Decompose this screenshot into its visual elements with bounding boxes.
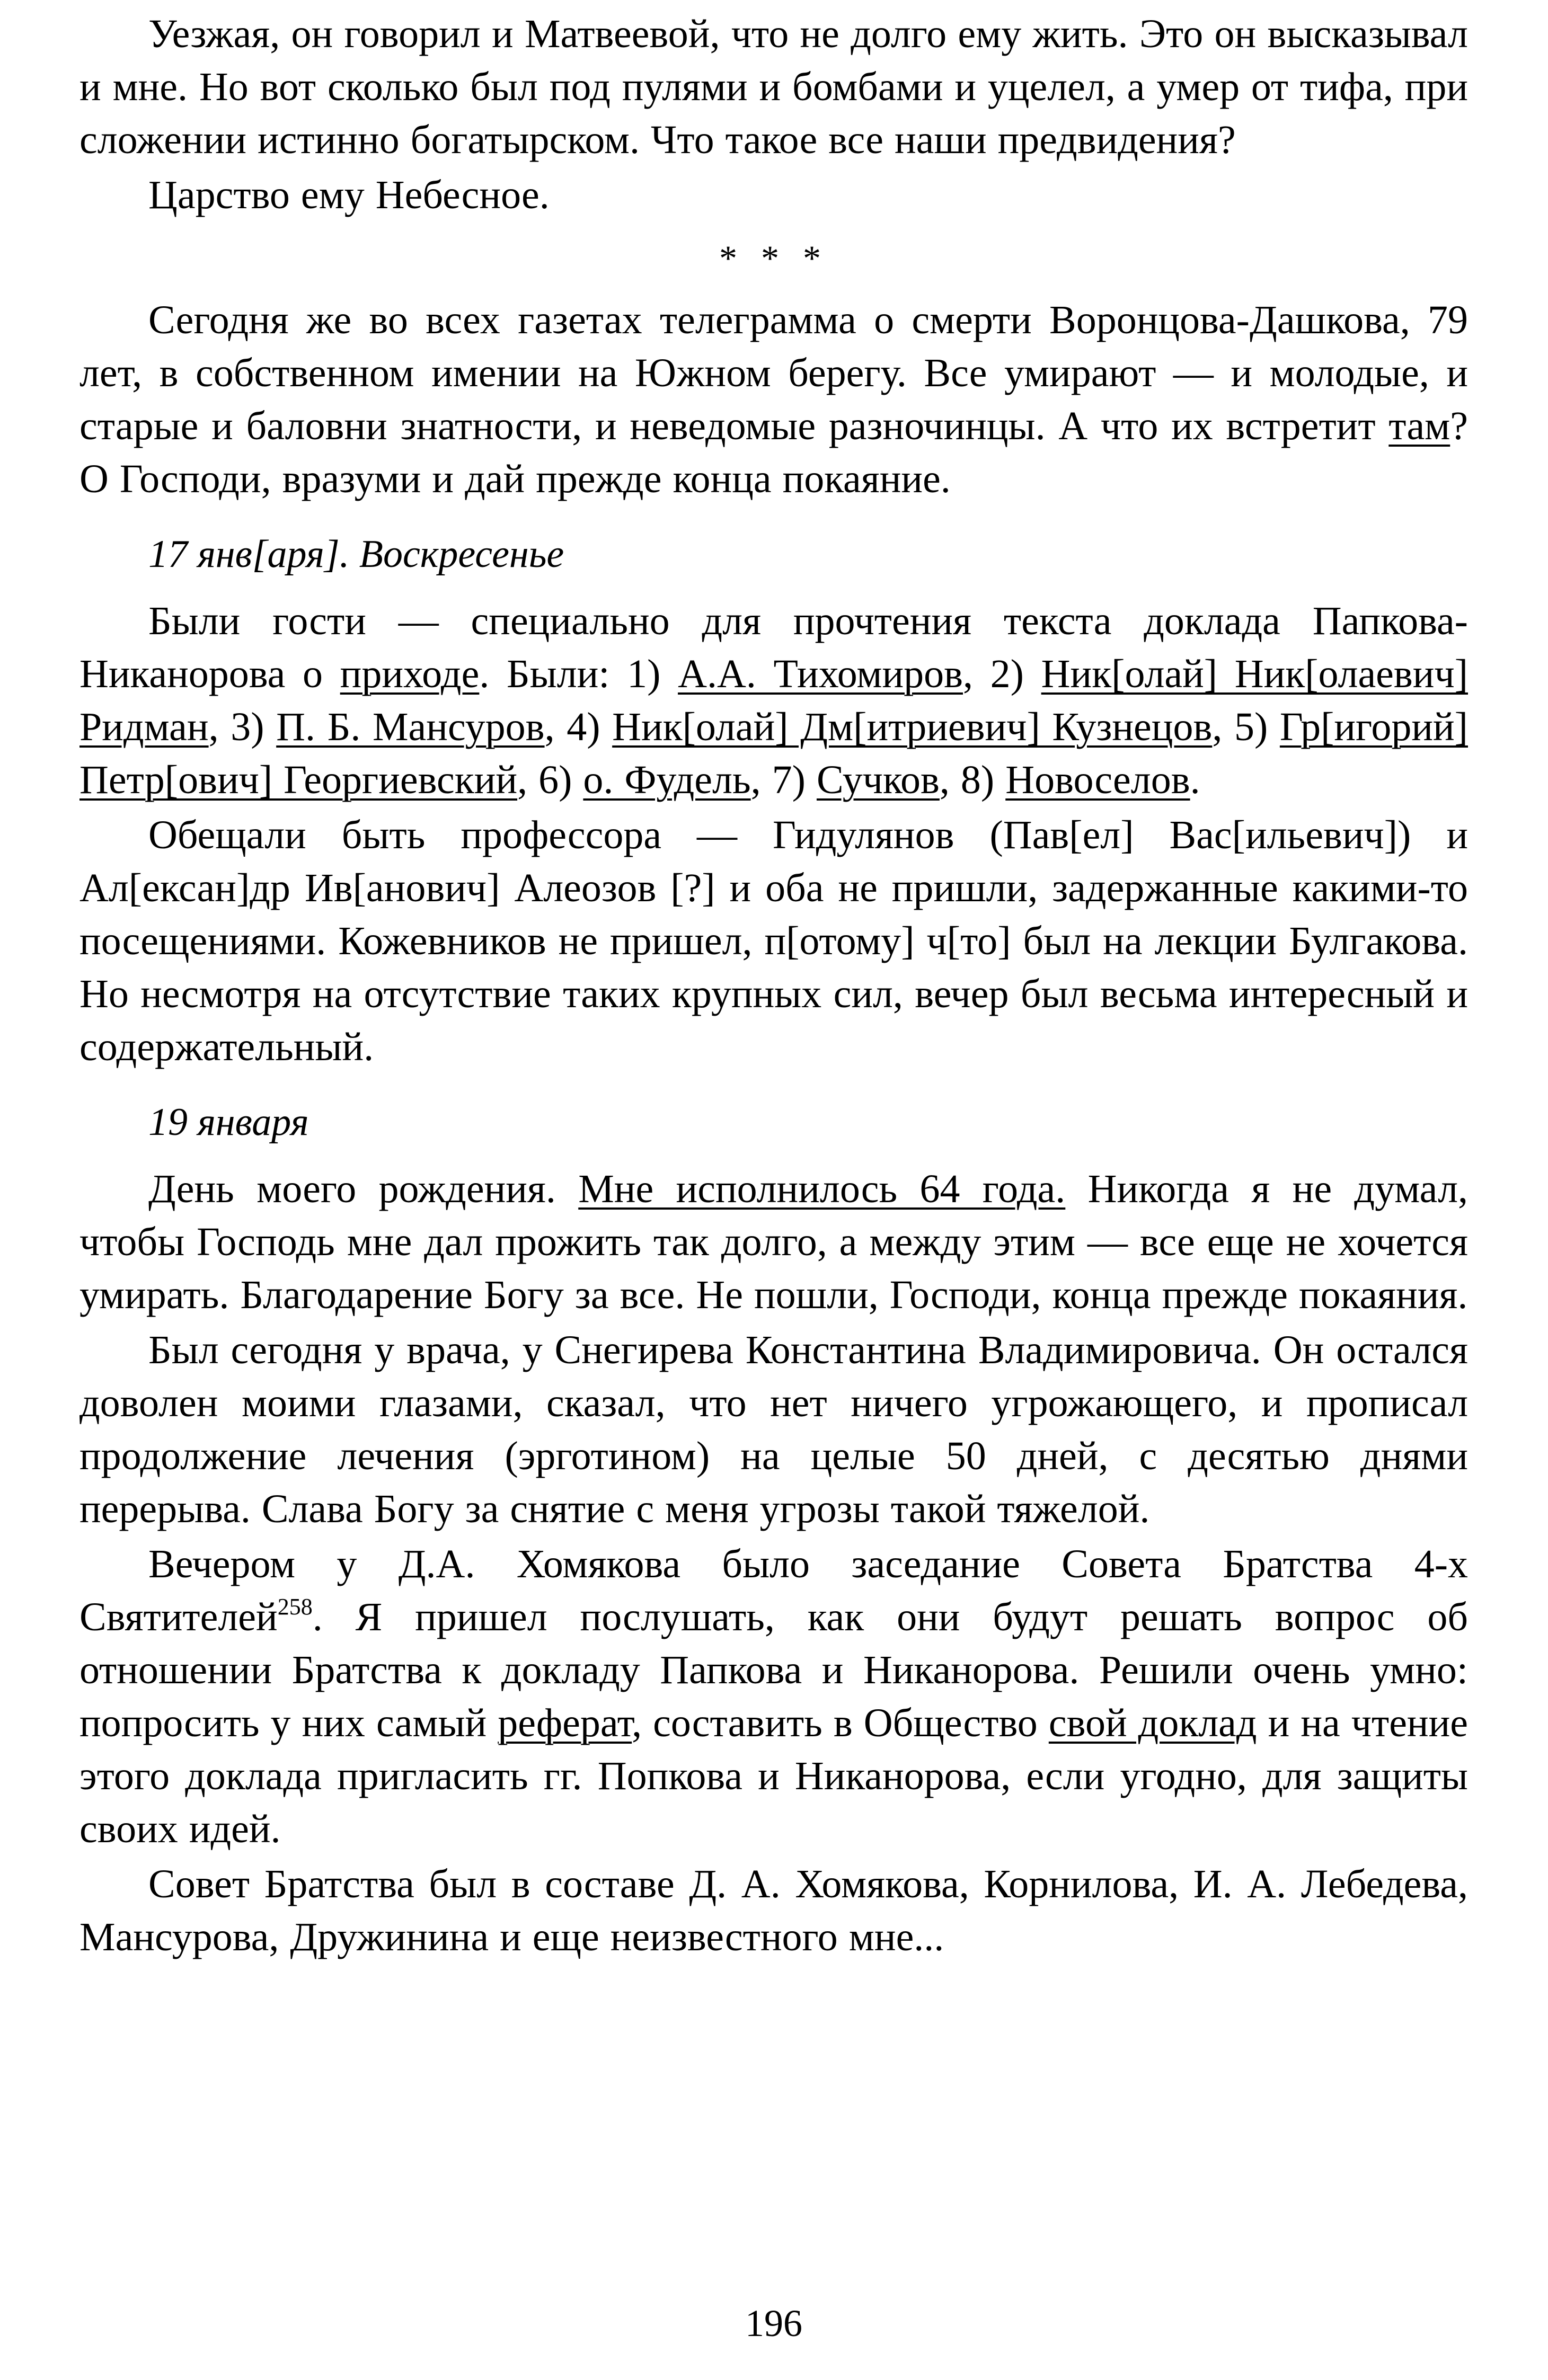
page-number: 196 [745, 2302, 802, 2345]
paragraph-council-members: Совет Братства был в составе Д. А. Хомякова, Корнилова, И. А. Лебедева, Мансурова, Дружинина и еще неизвестного мне... [79, 1862, 1468, 1959]
paragraph-birthday: День моего рождения. Мне исполнилось 64 года. Никогда я не думал, чтобы Господь мне дал прожить так долго, а между этим — все еще не хочется умирать. Благодарение Богу за все. Не пошли, Господи, конца прежде покаяния. [79, 1167, 1468, 1317]
entry-date-jan-19: 19 января [148, 1100, 309, 1144]
paragraph-requiem: Царство ему Небесное. [148, 173, 550, 217]
underlined-there: там [1388, 404, 1450, 448]
section-separator: * * * [719, 238, 828, 278]
paragraph-vorontsov: Сегодня же во всех газетах телеграмма о смерти Воронцова-Дашкова, 79 лет, в собственном имении на Южном берегу. Все умирают — и молодые, и старые и баловни знатности, и неведомые разночинцы. А что их встретит там? О Господи, вразуми и дай прежде конца покаяние. [79, 298, 1468, 501]
paragraph-brotherhood-meeting: Вечером у Д.А. Хомякова было заседание Совета Братства 4-х Святителей$^{258}$. Я пришел послушать, как они будут решать вопрос об отношении Братства к докладу Папкова и Никанорова. Решили очень умно: попросить у них самый реферат, составить в Общество свой доклад и на чтение этого доклада пригласить гг. Попкова и Никанорова, если угодно, для защиты своих идей. [79, 1542, 1469, 1851]
paragraph-departure: Уезжая, он говорил и Матвеевой, что не долго ему жить. Это он высказывал и мне. Но вот сколько был под пулями и бомбами и уцелел, а умер от тифа, при сложении истинно богатырском. Что такое все наши предвидения? [79, 12, 1468, 162]
paragraph-guests: Были гости — специально для прочтения текста доклада Папкова-Никанорова о приходе. Были: 1) А.А. Тихомиров, 2) Ник[олай] Ник[олаевич] Ридман, 3) П. Б. Мансуров, 4) Ник[олай] Дм[итриевич] Кузнецов, 5) Гр[игорий] Петр[ович] Георгиевский, 6) о. Фудель, 7) Сучков, 8) Новоселов. [79, 599, 1469, 802]
paragraph-doctor: Был сегодня у врача, у Снегирева Константина Владимировича. Он остался доволен моими глазами, сказал, что нет ничего угрожающего, и прописал продолжение лечения (эрготином) на целые 50 дней, с десятью днями перерыва. Слава Богу за снятие с меня угрозы такой тяжелой. [79, 1328, 1468, 1531]
underlined-age: Мне исполнилось 64 года. [578, 1167, 1066, 1211]
paragraph-professors: Обещали быть профессора — Гидулянов (Пав[ел] Вас[ильевич]) и Ал[ексан]др Ив[анович] Алеозов [?] и оба не пришли, задержанные какими-то посещениями. Кожевников не пришел, п[отому] ч[то] был на лекции Булгакова. Но несмотря на отсутствие таких крупных сил, вечер был весьма интересный и содержательный. [79, 813, 1468, 1069]
footnote-marker: 258 [277, 1594, 313, 1620]
document-page [79, 0, 1468, 2380]
entry-date-jan-17: 17 янв[аря]. Воскресенье [148, 532, 564, 576]
